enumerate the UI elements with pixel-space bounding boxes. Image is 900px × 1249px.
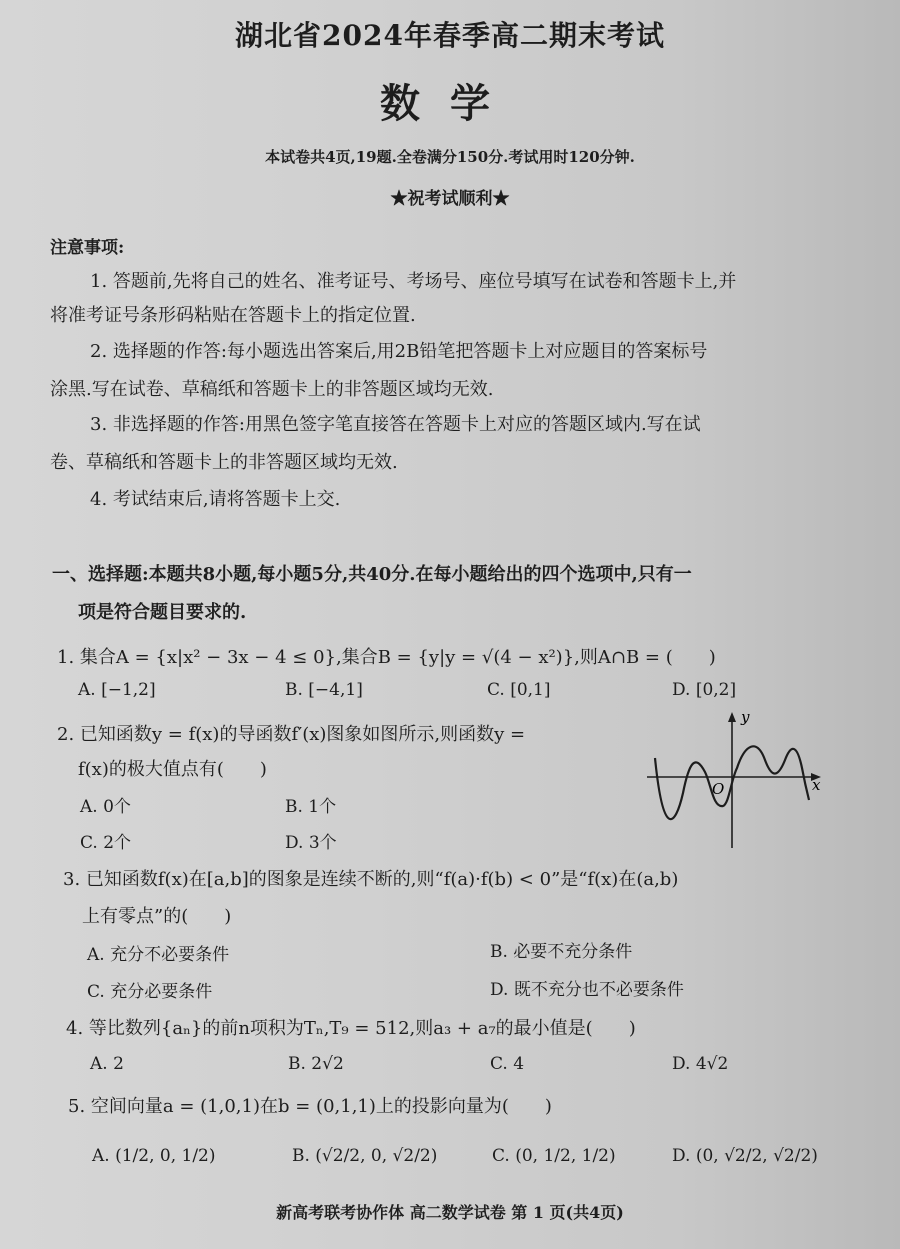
question-3-option-c: C. 充分必要条件 [87, 982, 213, 1002]
question-4-option-a: A. 2 [90, 1054, 124, 1074]
notes-title: 注意事项: [50, 238, 125, 258]
question-2-option-a: A. 0个 [80, 797, 131, 817]
question-5-option-d: D. (0, √2/2, √2/2) [672, 1146, 818, 1166]
question-3-stem-line-2: 上有零点”的( ) [82, 906, 232, 927]
x-axis-label: x [812, 776, 821, 794]
note-4-line-1: 4. 考试结束后,请将答题卡上交. [90, 489, 341, 510]
question-2-option-b: B. 1个 [285, 797, 337, 817]
note-3-line-2: 卷、草稿纸和答题卡上的非答题区域均无效. [50, 452, 398, 473]
derivative-graph [645, 708, 825, 853]
note-1-line-1: 1. 答题前,先将自己的姓名、准考证号、考场号、座位号填写在试卷和答题卡上,并 [90, 271, 737, 292]
question-3-stem-line-1: 3. 已知函数f(x)在[a,b]的图象是连续不断的,则“f(a)·f(b) < 0”是“f(x)在(a,b) [63, 869, 679, 890]
question-5-stem: 5. 空间向量a = (1,0,1)在b = (0,1,1)上的投影向量为( ) [68, 1096, 552, 1117]
y-axis-label: y [741, 708, 750, 726]
question-1-option-c: C. [0,1] [487, 680, 551, 700]
question-3-option-d: D. 既不充分也不必要条件 [490, 980, 684, 1000]
question-1-option-b: B. [−4,1] [285, 680, 363, 700]
section-1-line-1: 一、选择题:本题共8小题,每小题5分,共40分.在每小题给出的四个选项中,只有一 [52, 564, 692, 585]
note-2-line-2: 涂黑.写在试卷、草稿纸和答题卡上的非答题区域均无效. [50, 379, 494, 400]
question-3-option-a: A. 充分不必要条件 [87, 945, 230, 965]
note-3-line-1: 3. 非选择题的作答:用黑色签字笔直接答在答题卡上对应的答题区域内.写在试 [90, 414, 701, 435]
question-1-option-a: A. [−1,2] [78, 680, 156, 700]
question-4-option-b: B. 2√2 [288, 1054, 344, 1074]
question-2-option-c: C. 2个 [80, 833, 132, 853]
question-5-option-b: B. (√2/2, 0, √2/2) [292, 1146, 438, 1166]
question-5-option-c: C. (0, 1/2, 1/2) [492, 1146, 616, 1166]
question-2-stem-line-1: 2. 已知函数y = f(x)的导函数f′(x)图象如图所示,则函数y = [57, 724, 526, 745]
question-1-option-d: D. [0,2] [672, 680, 737, 700]
origin-label: O [712, 780, 725, 798]
question-4-stem: 4. 等比数列{aₙ}的前n项积为Tₙ,T₉ = 512,则a₃ + a₇的最小值是( ) [66, 1018, 636, 1039]
question-2-stem-line-2: f(x)的极大值点有( ) [78, 759, 267, 780]
exam-title: 湖北省2024年春季高二期末考试 [235, 19, 665, 52]
note-2-line-1: 2. 选择题的作答:每小题选出答案后,用2B铅笔把答题卡上对应题目的答案标号 [90, 341, 708, 362]
exam-info: 本试卷共4页,19题.全卷满分150分.考试用时120分钟. [265, 148, 635, 166]
question-4-option-d: D. 4√2 [672, 1054, 729, 1074]
section-1-line-2: 项是符合题目要求的. [78, 602, 247, 623]
question-5-option-a: A. (1/2, 0, 1/2) [92, 1146, 216, 1166]
note-1-line-2: 将准考证号条形码粘贴在答题卡上的指定位置. [50, 305, 416, 326]
page-footer: 新高考联考协作体 高二数学试卷 第 1 页(共4页) [276, 1203, 624, 1222]
question-1-stem: 1. 集合A = {x|x² − 3x − 4 ≤ 0},集合B = {y|y = √(4 − x²)},则A∩B = ( ) [57, 647, 716, 668]
question-4-option-c: C. 4 [490, 1054, 525, 1074]
question-3-option-b: B. 必要不充分条件 [490, 942, 633, 962]
subject-title: 数学 [380, 80, 520, 127]
y-axis-arrow [728, 712, 736, 722]
good-luck-banner: ★祝考试顺利★ [390, 189, 510, 209]
question-2-option-d: D. 3个 [285, 833, 337, 853]
